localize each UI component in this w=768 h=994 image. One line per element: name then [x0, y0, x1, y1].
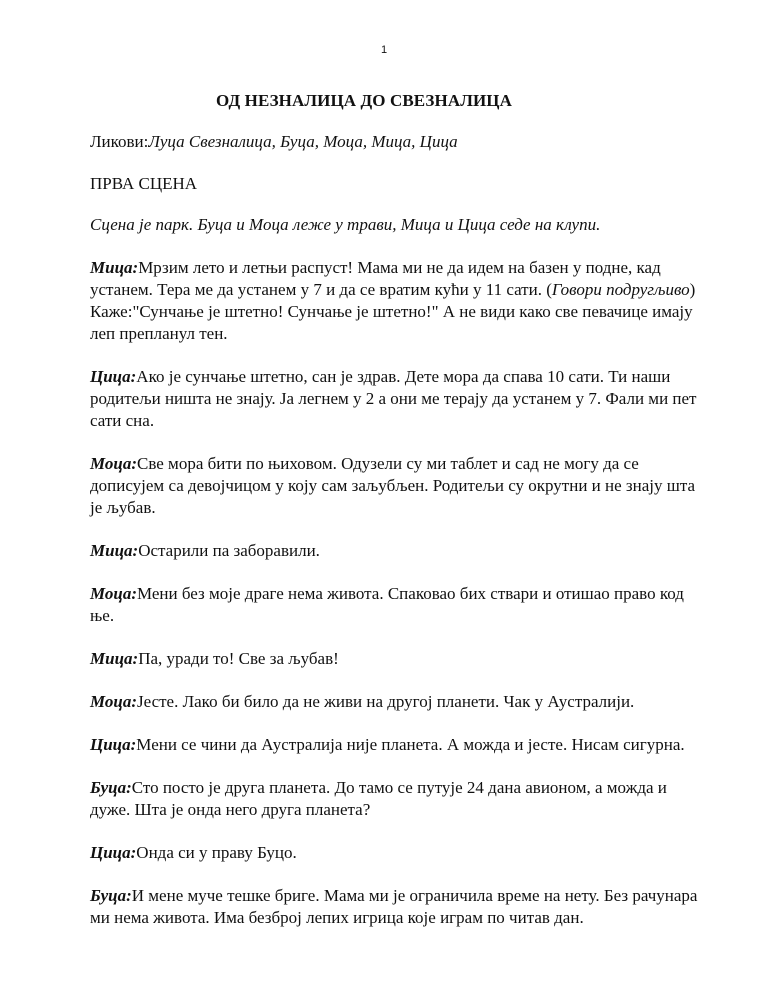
stage-direction: Сцена је парк. Буца и Моца леже у трави, Мица и Цица седе на клупи. [90, 215, 601, 234]
speaker-name: Мица: [90, 649, 139, 668]
document-title: ОД НЕЗНАЛИЦА ДО СВЕЗНАЛИЦА [216, 91, 512, 110]
stage-aside: Говори подругљиво [551, 280, 690, 299]
dialogue-text: Остарили па заборавили. [138, 541, 320, 560]
scene-heading: ПРВА СЦЕНА [90, 174, 198, 193]
speaker-name: Цица: [90, 735, 137, 754]
dialogue-text: Мени се чини да Аустралија није планета. А можда и јесте. Нисам сигурна. [136, 735, 685, 754]
dialogue-line [90, 777, 700, 821]
dialogue-text: Све мора бити по њиховом. Одузели су ми таблет и сад не могу да се дописујем са девојчицом у коју сам заљубљен. Родитељи су окрутни и не знају шта је љубав. [90, 454, 696, 517]
speaker-name: Мица: [90, 541, 139, 560]
document-body [90, 131, 700, 950]
dialogue-text: Сто посто је друга планета. До тамо се путује 24 дана авионом, а можда и дуже. Шта је онда него друга планета? [90, 778, 667, 819]
speaker-name: Цица: [90, 843, 137, 862]
characters-label: Ликови: [90, 132, 149, 151]
dialogue-line [90, 648, 700, 670]
dialogue-text: ) Каже:"Сунчање је штетно! Сунчање је штетно!" А не види како све певачице имају леп препланул тен. [90, 280, 696, 343]
page-number: 1 [380, 44, 388, 56]
speaker-name: Моца: [90, 584, 137, 603]
dialogue-line [90, 885, 700, 929]
speaker-name: Буца: [90, 778, 132, 797]
dialogue-text: И мене муче тешке бриге. Мама ми је ограничила време на нету. Без рачунара ми нема живота. Има безброј лепих игрица које играм по читав дан. [90, 886, 698, 927]
dialogue-text: Ако је сунчање штетно, сан је здрав. Дете мора да спава 10 сати. Ти наши родитељи ништа не знају. Ја легнем у 2 а они ме терају да устанем у 7. Фали ми пет сати сна. [90, 367, 697, 430]
speaker-name: Мица: [90, 258, 139, 277]
dialogue-line [90, 583, 700, 627]
dialogue-text: Јесте. Лако би било да не живи на другој планети. Чак у Аустралији. [137, 692, 635, 711]
dialogue-text: Па, уради то! Све за љубав! [138, 649, 339, 668]
dialogue-line [90, 691, 700, 713]
speaker-name: Буца: [90, 886, 132, 905]
dialogue-line [90, 842, 700, 864]
dialogue-text: Мрзим лето и летњи распуст! Мама ми не да идем на базен у подне, кад устанем. Тера ме да устанем у 7 и да се вратим кући у 11 сати. ( [90, 258, 661, 299]
characters-names: Луца Свезналица, Буца, Моца, Мица, Цица [148, 132, 458, 151]
dialogue-text: Мени без моје драге нема живота. Спаковао бих ствари и отишао право код ње. [90, 584, 684, 625]
speaker-name: Моца: [90, 454, 137, 473]
characters-line [90, 131, 700, 153]
dialogue-line [90, 540, 700, 562]
dialogue-line [90, 257, 700, 345]
speaker-name: Цица: [90, 367, 137, 386]
dialogue-text: Онда си у праву Буцо. [136, 843, 297, 862]
speaker-name: Моца: [90, 692, 137, 711]
dialogue-line [90, 734, 700, 756]
dialogue-line [90, 453, 700, 519]
dialogue-line [90, 366, 700, 432]
